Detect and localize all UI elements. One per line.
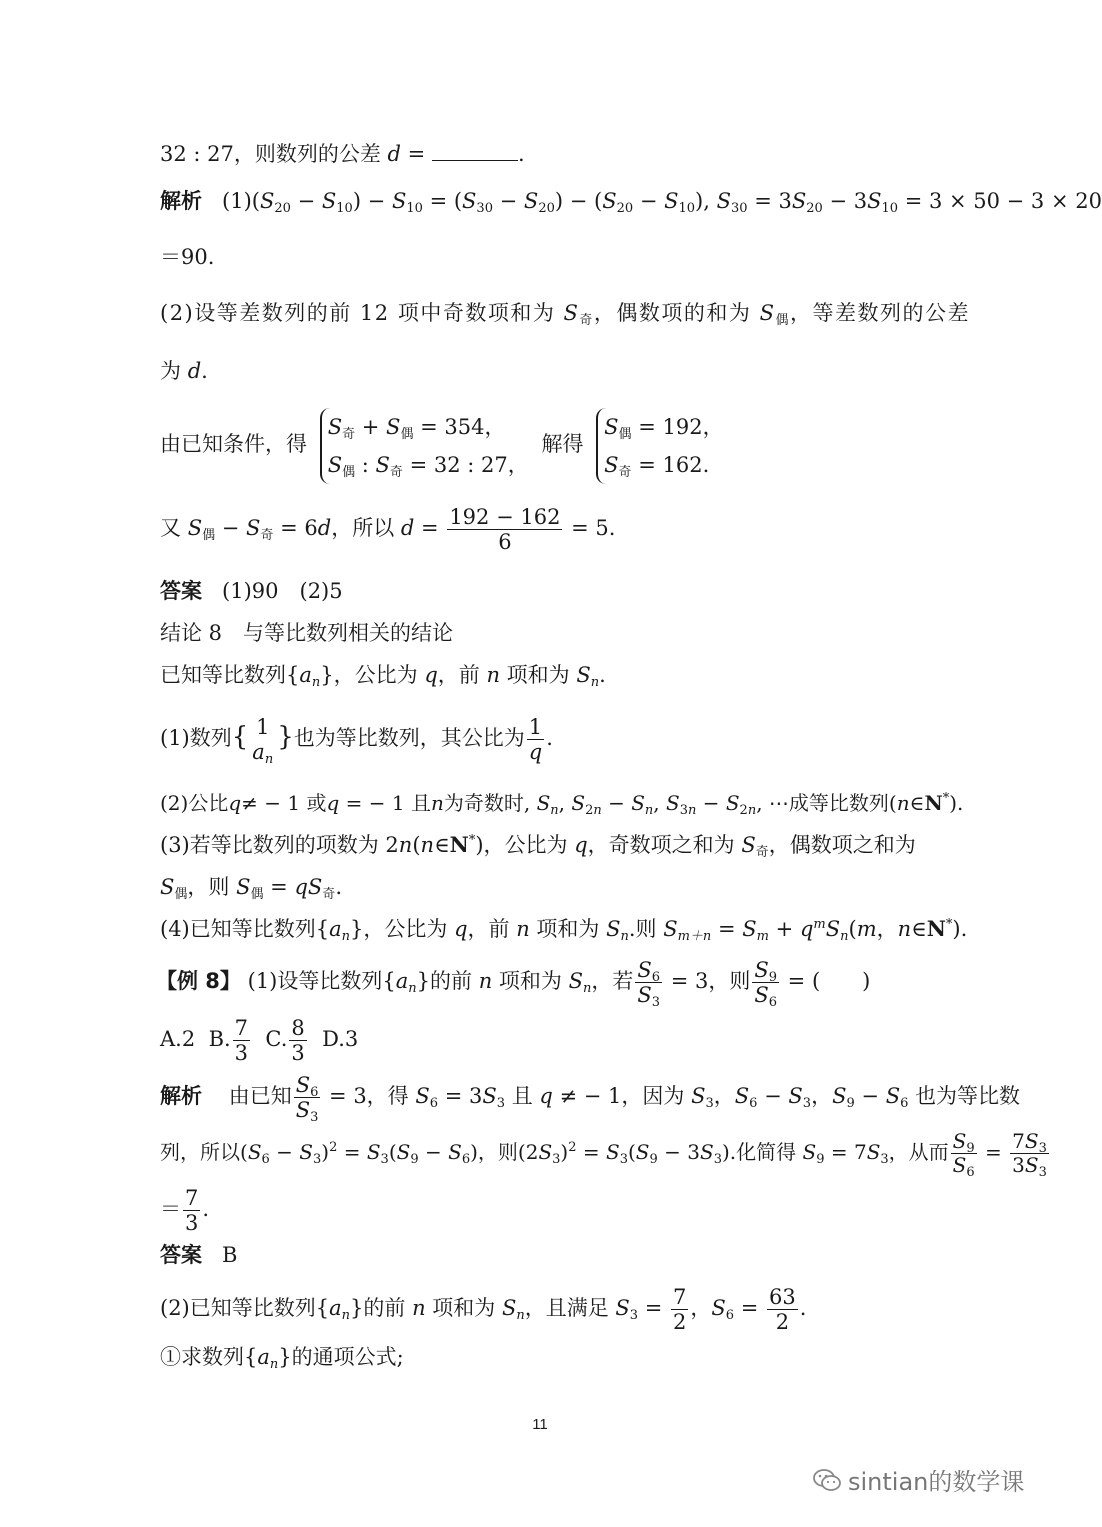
text-line: 又 $S_偶 - S_奇 = 6d$，所以 d = $\frac{192 - 162}{6}$ = 5.	[160, 504, 616, 554]
text-line: 为 d.	[160, 359, 208, 383]
fraction: $\frac{8}{3}$	[291, 1015, 305, 1065]
fraction: $\frac{192 - 162}{6}$	[449, 504, 561, 554]
options-line: A.2 B. $\frac{7}{3}$ C. $\frac{8}{3}$ D.3	[160, 1015, 359, 1065]
fraction: $\frac{S_6}{S_3}$	[295, 1072, 319, 1125]
fraction: $\frac{S_9}{S_6}$	[754, 957, 777, 1010]
page-number: 11	[532, 1416, 548, 1433]
answer-label: 答案	[160, 579, 202, 603]
text-line: ＝90.	[160, 245, 215, 269]
example-line: 【例 8】 (1)设等比数列$\{a_n\}$的前 n 项和为 $S_n$，若 $\frac{S_6}{S_3}$ = 3，则 $\frac{S_9}{S_6}$ = ( )	[156, 957, 871, 1010]
watermark: sintian的数学课	[812, 1462, 1024, 1497]
text-line: (2)公比q≠ − 1 或q = − 1 且n为奇数时, $S_n$, $S_{2n} - S_n$, $S_{3n} - S_{2n}$, ⋯成等比数列(n∈N*).	[160, 791, 964, 818]
fraction: $\frac{7S_3}{3S_3}$	[1012, 1129, 1047, 1180]
fraction: $\frac{S_6}{S_3}$	[637, 957, 661, 1010]
example-label: 【例 8】	[156, 969, 241, 993]
conclusion-heading: 结论 8 与等比数列相关的结论	[160, 621, 454, 645]
text-line: (3)若等比数列的项数为 2n(n∈N*)，公比为 q，奇数项之和为 $S_奇$，偶数项之和为	[160, 832, 916, 860]
text-line: ①求数列$\{a_n\}$的通项公式;	[160, 1345, 404, 1372]
answer-label: 答案	[160, 1243, 202, 1267]
fraction: $\frac{7}{3}$	[234, 1015, 249, 1065]
wechat-icon	[812, 1467, 842, 1493]
text-line: (4)已知等比数列$\{a_n\}$，公比为 q，前 n 项和为 $S_n$.则 $S_{m+n} = S_m + q^mS_n(m$，n∈N*).	[160, 916, 968, 944]
text-line: (1)数列{ 1 $a_n$ }也为等比数列，其公比为 $\frac{1}{q}$ .	[160, 714, 553, 767]
text-line: (2)设等差数列的前 12 项中奇数项和为 $S_奇$，偶数项的和为 $S_偶$，等差数列的公差	[160, 301, 970, 328]
answer-line: 答案 B	[160, 1243, 238, 1267]
fraction: $\frac{7}{3}$	[185, 1185, 199, 1235]
solution-line: 解析 $(1)(S_{20} - S_{10}) - S_{10} = (S_{30} - S_{20}) - (S_{20} - S_{10})$, $S_{30} = 3S_{20} - 3S_{10} = 3 \times 50 - 3 \times 20$	[160, 189, 1102, 216]
text-line: ＝ $\frac{7}{3}$ .	[160, 1185, 210, 1235]
equation-system: $S_奇 + S_偶 = 354$， $S_偶$ : $S_奇 = 32$ : 27，	[320, 408, 529, 484]
fraction: $\frac{1}{q}$	[528, 714, 543, 764]
text-line: $S_偶$，则 $S_偶 = qS_奇$.	[160, 875, 342, 902]
equation-system-line: 由已知条件，得 $S_奇 + S_偶 = 354$， $S_偶$ : $S_奇 = 32$ : 27， 解得 $S_偶 = 192$， $S_奇 = 162$.	[160, 404, 730, 484]
solution-label: 解析	[160, 189, 202, 213]
fraction: $\frac{7}{2}$	[673, 1284, 687, 1334]
solution-line: 解析 由已知 $\frac{S_6}{S_3}$ = 3，得 $S_6 = 3S_3$ 且 q ≠ − 1，因为 $S_3$，$S_6 - S_3$，$S_9 - S_6$ 也为等比数	[160, 1072, 1021, 1125]
text-line: 已知等比数列$\{a_n\}$，公比为 q，前 n 项和为 $S_n$.	[160, 663, 606, 690]
text-line: 32 : 27，则数列的公差 d = .	[160, 138, 525, 169]
equation-system: $S_偶 = 192$， $S_奇 = 162$.	[596, 408, 723, 484]
text-line: 列，所以$(S_6 - S_3)^2 = S_3(S_9 - S_6)$，则$(2S_3)^2 = S_3(S_9 - 3S_3)$.化简得 $S_9 = 7S_3$，从而 $\frac{S_9}{S_6}$ = $\frac{7S_3}{3S_3}$	[160, 1129, 1047, 1180]
fraction: 1 $a_n$	[252, 715, 274, 767]
fraction: $\frac{63}{2}$	[769, 1284, 796, 1334]
answer-blank	[432, 138, 518, 161]
fraction: $\frac{S_9}{S_6}$	[952, 1129, 975, 1180]
solution-label: 解析	[160, 1084, 202, 1108]
answer-line: 答案 (1)90 (2)5	[160, 579, 343, 603]
text-line: (2)已知等比数列$\{a_n\}$的前 n 项和为 $S_n$，且满足 $S_3$ = $\frac{7}{2}$ ，$S_6$ = $\frac{63}{2}$ .	[160, 1284, 807, 1334]
